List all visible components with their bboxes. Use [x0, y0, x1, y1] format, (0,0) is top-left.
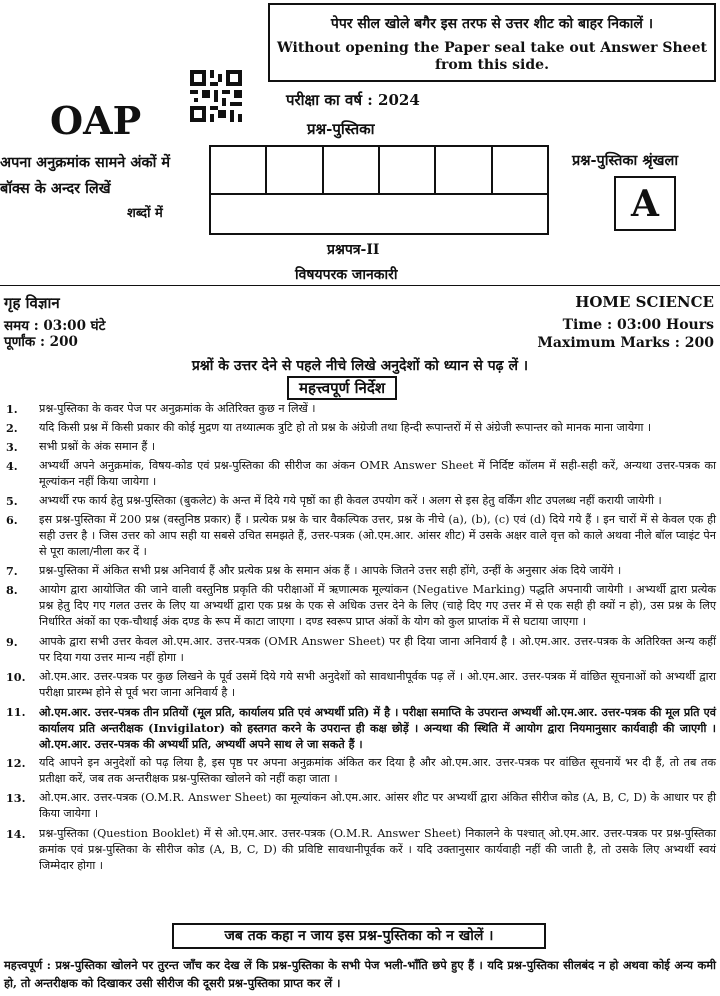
time-marks-english	[537, 316, 714, 352]
instruction-number: 4.	[6, 459, 18, 473]
instruction-text: ओ.एम.आर. उत्तर-पत्रक (O.M.R. Answer Sheet) का मूल्यांकन ओ.एम.आर. आंसर शीट पर अभ्यर्थी द्वारा अंकित सीरीज कोड (A, B, C, D) के आधार पर ही किया जायेगा ।	[39, 791, 716, 820]
instruction-text: अभ्यर्थी रफ कार्य हेतु प्रश्न-पुस्तिका (बुकलेट) के अन्त में दिये गये पृष्ठों का ही केवल उपयोग करें । अलग से इस हेतु वर्किंग शीट उपलब्ध नहीं करायी जायेगी ।	[39, 494, 662, 507]
instruction-number: 7.	[6, 564, 18, 578]
instruction-text: प्रश्न-पुस्तिका में अंकित सभी प्रश्न अनिवार्य हैं और प्रत्येक प्रश्न के समान अंक हैं । आपके जितने उत्तर सही होंगे, उन्हीं के अनुसार अंक दिये जायेंगे ।	[39, 564, 622, 577]
marks-english: Maximum Marks : 200	[537, 335, 714, 351]
instruction-number: 5.	[6, 494, 18, 508]
instruction-number: 8.	[6, 583, 18, 597]
time-english: Time : 03:00 Hours	[562, 317, 714, 333]
roll-instruction-line-2: बॉक्स के अन्दर लिखें	[0, 180, 111, 197]
instruction-item	[6, 669, 716, 701]
seal-notice-hindi: पेपर सील खोले बगैर इस तरफ से उत्तर शीट को बाहर निकालें ।	[330, 16, 654, 32]
instruction-number: 12.	[6, 756, 26, 770]
series-value: A	[614, 176, 676, 231]
answer-sheet-seal-notice	[268, 3, 716, 82]
instruction-item	[6, 512, 716, 560]
instruction-item	[6, 401, 716, 417]
important-heading: महत्त्वपूर्ण निर्देश	[287, 376, 397, 400]
instruction-item	[6, 420, 716, 436]
time-hindi: समय : 03:00 घंटे	[4, 318, 106, 334]
roll-number-boxes	[209, 145, 549, 235]
roll-digit-box[interactable]	[267, 147, 323, 193]
instruction-text: अभ्यर्थी अपने अनुक्रमांक, विषय-कोड एवं प्रश्न-पुस्तिका की सीरीज का अंकन OMR Answer Sheet में निर्दिष्ट कॉलम में सही-सही करें, अन्यथा उत्तर-पत्रक का मूल्यांकन नहीं किया जायेगा ।	[39, 459, 716, 488]
instruction-text: यदि आपने इन अनुदेशों को पढ़ लिया है, इस पृष्ठ पर अपना अनुक्रमांक अंकित कर दिया है और ओ.एम.आर. उत्तर-पत्रक पर वांछित सूचनायें भर दी हैं, तो तब तक प्रतीक्षा करें, जब तक अन्तरीक्षक प्रश्न-पुस्तिका खोलने को नहीं कहा जाता ।	[39, 756, 716, 785]
instruction-text: इस प्रश्न-पुस्तिका में 200 प्रश्न (वस्तुनिष्ठ प्रकार) हैं । प्रत्येक प्रश्न के चार वैकल्पिक उत्तर, प्रश्न के नीचे (a), (b), (c) एवं (d) दिये गये हैं । इन चारों में से केवल एक ही सही उत्तर है । जिस उत्तर को आप सही या सबसे उचित समझते हैं, उत्तर-पत्रक (ओ.एम.आर. आंसर शीट) में उसके अक्षर वाले वृत्त को काले अथवा नीले बॉल प्वाइंट पेन से पूरा काला/नीला कर दें ।	[39, 513, 716, 558]
instruction-item	[6, 790, 716, 822]
roll-instruction-line-1: अपना अनुक्रमांक सामने अंकों में	[0, 154, 171, 171]
instruction-number: 11.	[6, 705, 26, 719]
booklet-code: OAP	[50, 98, 142, 143]
subject-english: HOME SCIENCE	[575, 293, 714, 311]
instruction-number: 1.	[6, 402, 18, 416]
instruction-text: सभी प्रश्नों के अंक समान हैं ।	[39, 440, 156, 453]
instructions-list	[6, 401, 716, 877]
instruction-number: 3.	[6, 440, 18, 454]
instruction-item	[6, 634, 716, 666]
instruction-number: 9.	[6, 635, 18, 649]
instruction-number: 2.	[6, 421, 18, 435]
subject-hindi: गृह विज्ञान	[4, 294, 60, 312]
footer-important-note: महत्त्वपूर्ण : प्रश्न-पुस्तिका खोलने पर तुरन्त जाँच कर देख लें कि प्रश्न-पुस्तिका के सभी पेज भली-भाँति छपे हुए हैं । यदि प्रश्न-पुस्तिका सीलबंद न हो अथवा कोई अन्य कमी हो, तो अन्तरीक्षक को दिखाकर उसी सीरीज की दूसरी प्रश्न-पुस्तिका प्राप्त कर लें ।	[4, 958, 716, 990]
instruction-number: 13.	[6, 791, 26, 805]
read-instructions-note: प्रश्नों के उत्तर देने से पहले नीचे लिखे अनुदेशों को ध्यान से पढ़ लें ।	[191, 358, 529, 374]
divider	[0, 285, 720, 286]
instruction-item	[6, 826, 716, 874]
instruction-item	[6, 493, 716, 509]
instruction-item	[6, 458, 716, 490]
instruction-text: प्रश्न-पुस्तिका (Question Booklet) में से ओ.एम.आर. उत्तर-पत्रक (O.M.R. Answer Sheet) निकालने के पश्चात् ओ.एम.आर. उत्तर-पत्रक पर प्रश्न-पुस्तिका क्रमांक एवं प्रश्न-पुस्तिका के सीरीज कोड (A, B, C, D) की प्रविष्टि सावधानीपूर्वक करें । यदि उक्तानुसार कार्यवाही नहीं की जाती है, तो उसके लिए अभ्यर्थी स्वयं जिम्मेदार होगा ।	[39, 827, 716, 872]
booklet-label: प्रश्न-पुस्तिका	[307, 120, 375, 138]
roll-digit-box[interactable]	[436, 147, 492, 193]
in-words-label: शब्दों में	[127, 206, 163, 221]
roll-digit-box[interactable]	[493, 147, 547, 193]
qr-code-icon	[190, 70, 242, 122]
instruction-item	[6, 563, 716, 579]
instruction-text: ओ.एम.आर. उत्तर-पत्रक पर कुछ लिखने के पूर्व उसमें दिये गये सभी अनुदेशों को सावधानीपूर्वक पढ़ लें । ओ.एम.आर. उत्तर-पत्रक में वांछित सूचनाओं को अभ्यर्थी द्वारा परीक्षा प्रारम्भ होने से पूर्व भरा जाना अनिवार्य है ।	[39, 670, 716, 699]
roll-digit-box[interactable]	[211, 147, 267, 193]
instruction-text: आयोग द्वारा आयोजित की जाने वाली वस्तुनिष्ठ प्रकृति की परीक्षाओं में ऋणात्मक मूल्यांकन (Negative Marking) पद्धति अपनायी जायेगी । अभ्यर्थी द्वारा प्रत्येक प्रश्न हेतु दिए गए गलत उत्तर के लिए या अभ्यर्थी द्वारा एक प्रश्न के एक से अधिक उत्तर देने के लिए (चाहे दिए गए उत्तर में से एक सही ही क्यों न हो), उस प्रश्न के लिए निर्धारित अंकों का एक-चौथाई अंक दण्ड के रूप में काटा जाएगा । दण्ड स्वरूप प्राप्त अंकों के योग को कुल प्राप्तांक में से घटाया जाएगा ।	[39, 583, 716, 628]
roll-digit-box[interactable]	[324, 147, 380, 193]
subject-info: विषयपरक जानकारी	[295, 267, 398, 283]
instruction-item	[6, 582, 716, 630]
instruction-item	[6, 704, 716, 752]
series-label: प्रश्न-पुस्तिका श्रृंखला	[572, 152, 679, 169]
instruction-item	[6, 755, 716, 787]
instruction-item	[6, 439, 716, 455]
instruction-number: 6.	[6, 513, 18, 527]
roll-digit-box[interactable]	[380, 147, 436, 193]
instruction-text: आपके द्वारा सभी उत्तर केवल ओ.एम.आर. उत्तर-पत्रक (OMR Answer Sheet) पर ही दिया जाना अनिवार्य है । ओ.एम.आर. उत्तर-पत्रक के अतिरिक्त अन्य कहीं पर दिया गया उत्तर मान्य नहीं होगा ।	[39, 635, 716, 664]
seal-notice-english-2: from this side.	[435, 57, 549, 73]
instruction-number: 14.	[6, 827, 26, 841]
instruction-text: यदि किसी प्रश्न में किसी प्रकार की कोई मुद्रण या तथ्यात्मक त्रुटि हो तो प्रश्न के अंग्रेजी तथा हिन्दी रूपान्तरों में से अंग्रेजी रूपान्तर को मानक माना जायेगा ।	[39, 421, 652, 434]
instruction-text: ओ.एम.आर. उत्तर-पत्रक तीन प्रतियों (मूल प्रति, कार्यालय प्रति एवं अभ्यर्थी प्रति) में है । परीक्षा समाप्ति के उपरान्त अभ्यर्थी ओ.एम.आर. उत्तर-पत्रक की मूल प्रति एवं कार्यालय प्रति अन्तरीक्षक (Invigilator) को हस्तगत करने के उपरान्त ही कक्ष छोड़ें । अन्यथा की स्थिति में आयोग द्वारा नियमानुसार कार्यवाही की जाएगी । ओ.एम.आर. उत्तर-पत्रक की अभ्यर्थी प्रति, अभ्यर्थी अपने साथ ले जा सकते हैं ।	[39, 705, 716, 751]
exam-year: परीक्षा का वर्ष : 2024	[286, 91, 420, 109]
instruction-number: 10.	[6, 670, 26, 684]
roll-number-instruction	[0, 150, 200, 202]
roll-words-box[interactable]	[211, 195, 547, 235]
do-not-open-notice: जब तक कहा न जाय इस प्रश्न-पुस्तिका को न खोलें ।	[172, 923, 546, 949]
seal-notice-english-1: Without opening the Paper seal take out Answer Sheet	[277, 40, 707, 56]
paper-number: प्रश्नपत्र-II	[327, 242, 380, 258]
instruction-text: प्रश्न-पुस्तिका के कवर पेज पर अनुक्रमांक के अतिरिक्त कुछ न लिखें ।	[39, 402, 316, 415]
marks-hindi: पूर्णांक : 200	[4, 334, 78, 350]
time-marks-hindi	[4, 318, 105, 350]
